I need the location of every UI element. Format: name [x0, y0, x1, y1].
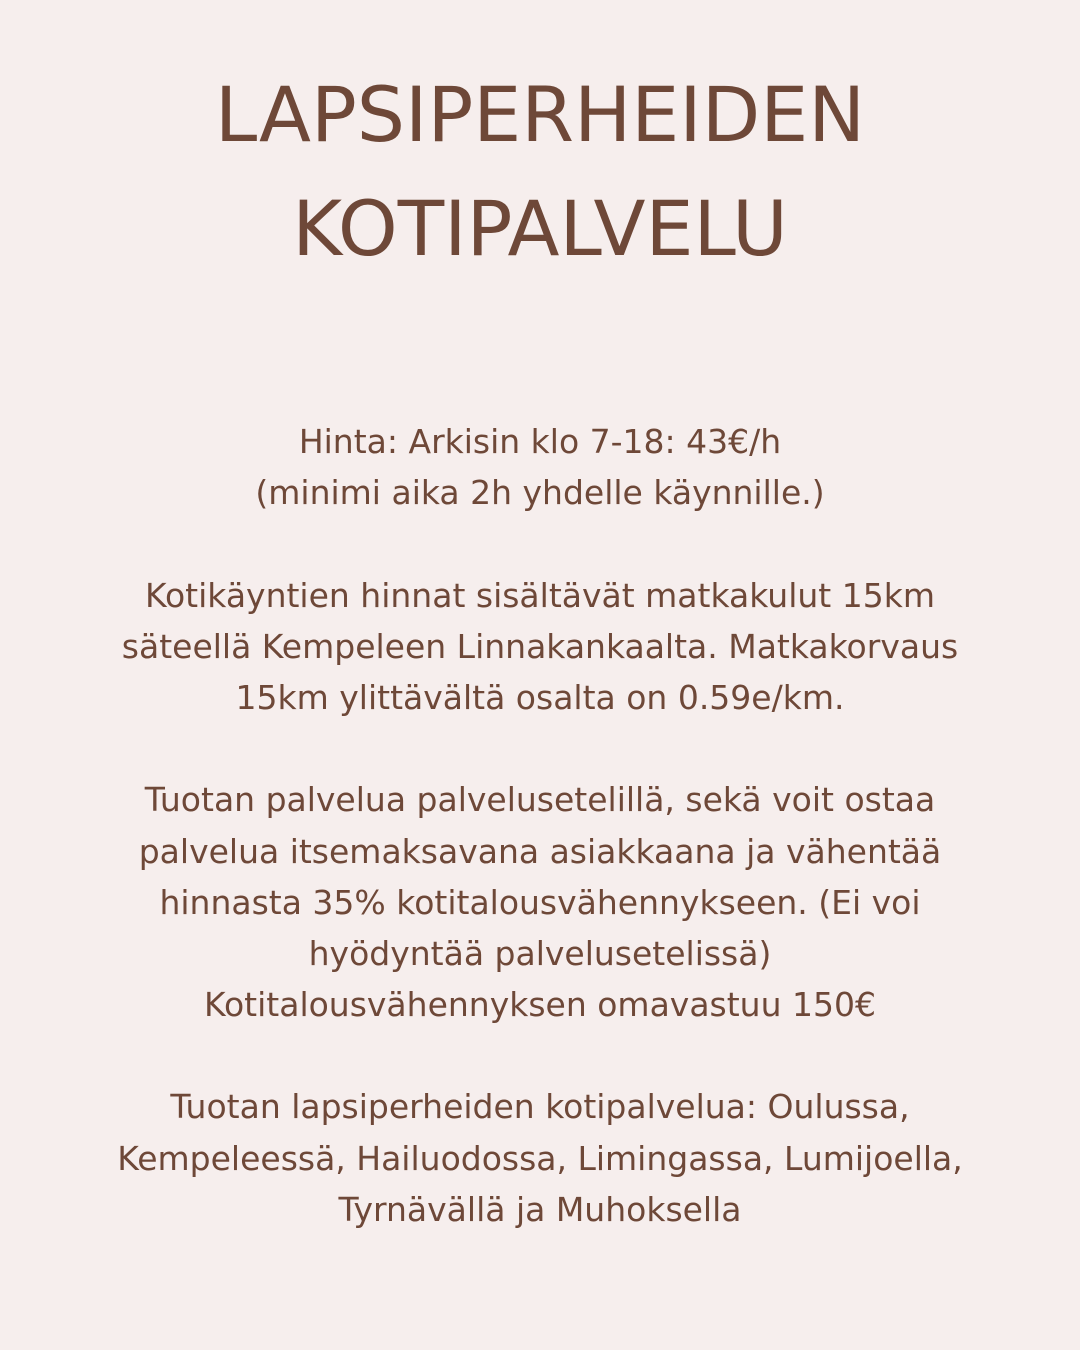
- area-line-2: Kempeleessä, Hailuodossa, Limingassa, Lumijoella,: [117, 1138, 963, 1178]
- payment-line-3: hinnasta 35% kotitalousvähennykseen. (Ei voi: [159, 882, 921, 922]
- area-line-3: Tyrnävällä ja Muhoksella: [338, 1189, 742, 1229]
- paragraph-gap: [40, 518, 1040, 569]
- title-line-1: LAPSIPERHEIDEN: [214, 70, 866, 159]
- price-line-2: (minimi aika 2h yhdelle käynnille.): [255, 473, 825, 513]
- travel-line-3: 15km ylittävältä osalta on 0.59e/km.: [235, 677, 845, 717]
- area-line-1: Tuotan lapsiperheiden kotipalvelua: Oulussa,: [170, 1087, 910, 1127]
- price-line-1: Hinta: Arkisin klo 7-18: 43€/h: [298, 422, 782, 461]
- payment-line-2: palvelua itsemaksavana asiakkaana ja vähentää: [138, 831, 942, 871]
- info-text: [40, 416, 1040, 1235]
- travel-line-1: Kotikäyntien hinnat sisältävät matkakulut 15km: [145, 575, 935, 615]
- payment-line-4: hyödyntää palvelusetelissä): [308, 933, 772, 973]
- payment-line-5: Kotitalousvähennyksen omavastuu 150€: [203, 985, 876, 1025]
- payment-line-1: Tuotan palvelua palvelusetelillä, sekä voit ostaa: [144, 780, 936, 820]
- page-title: [40, 58, 1040, 286]
- paragraph-gap: [40, 1030, 1040, 1081]
- travel-line-2: säteellä Kempeleen Linnakankaalta. Matkakorvaus: [121, 626, 959, 666]
- title-line-2: KOTIPALVELU: [292, 184, 788, 273]
- paragraph-gap: [40, 723, 1040, 774]
